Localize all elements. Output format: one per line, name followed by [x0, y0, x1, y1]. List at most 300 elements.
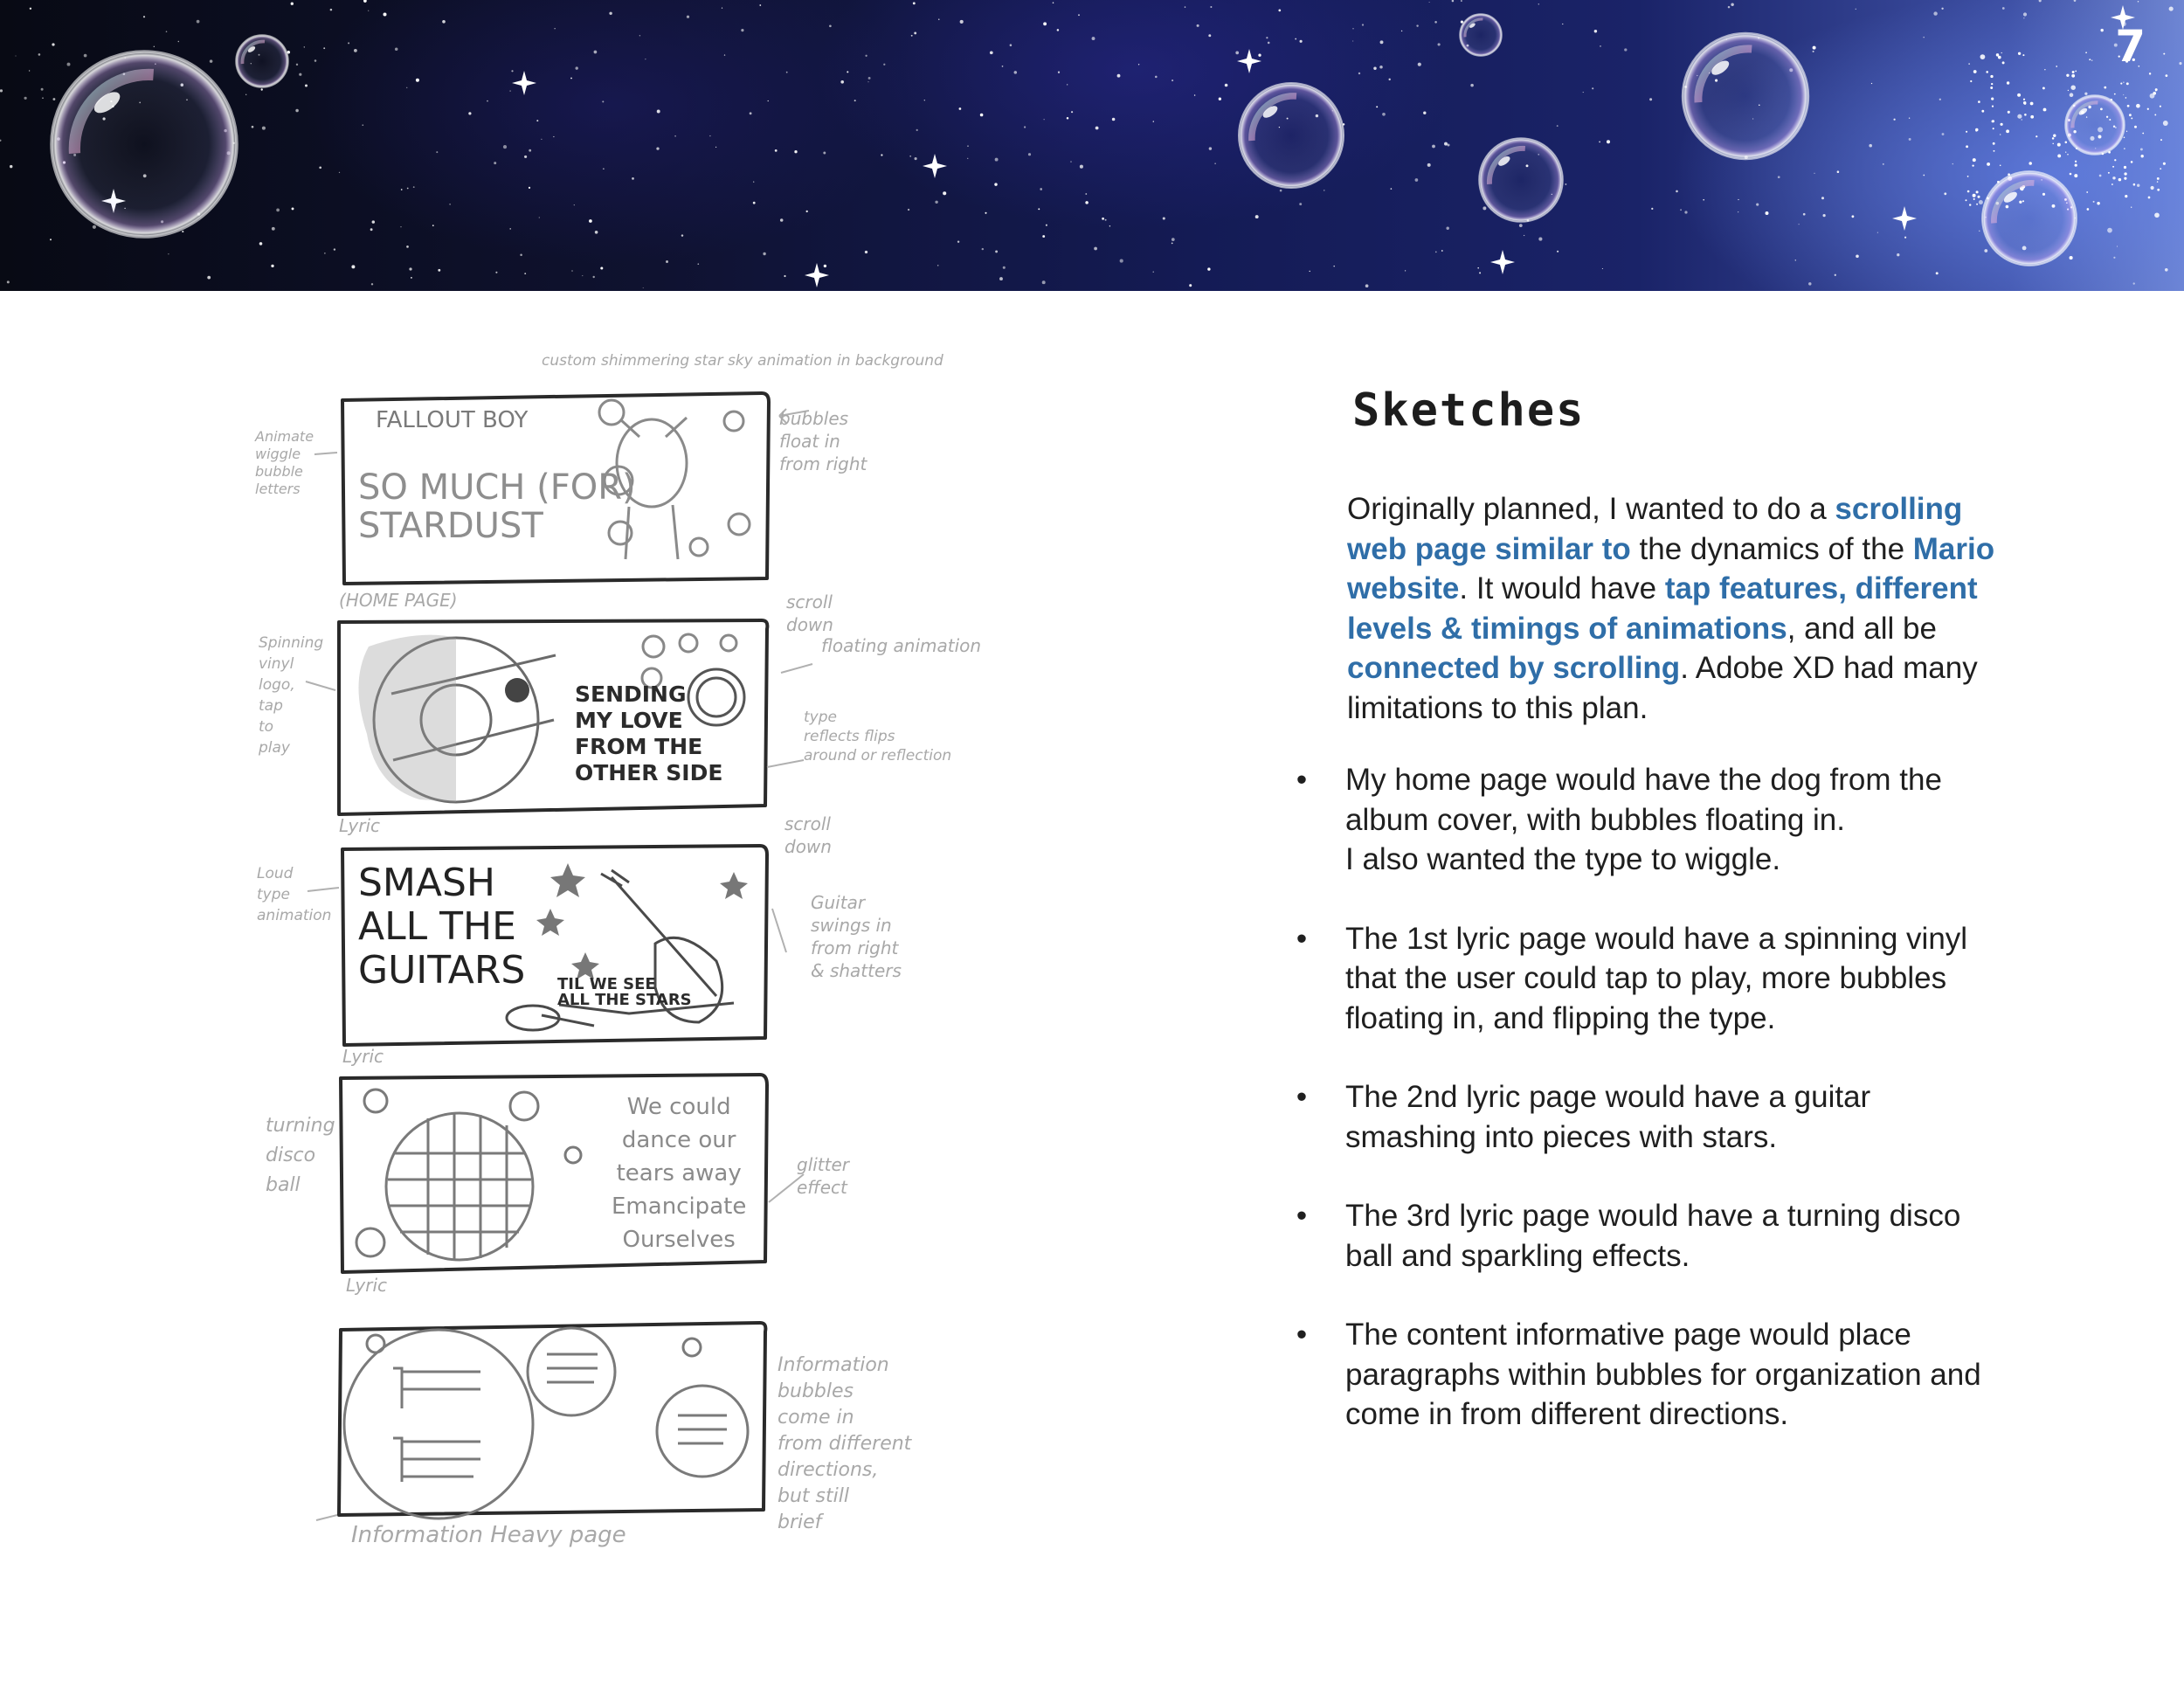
star: [1994, 150, 1995, 152]
star: [291, 3, 294, 5]
star: [1225, 84, 1228, 87]
star: [368, 10, 369, 11]
star: [784, 275, 785, 277]
star: [1973, 158, 1976, 162]
star: [67, 63, 71, 66]
star: [371, 283, 373, 285]
star: [2160, 168, 2161, 169]
star: [2112, 176, 2115, 179]
star: [2030, 102, 2034, 106]
star: [2113, 257, 2115, 259]
star: [1979, 231, 1980, 232]
sketch-album-title: SO MUCH (FOR) STARDUST: [358, 467, 636, 546]
star: [41, 88, 44, 91]
star: [1207, 267, 1210, 270]
sketch-panel1-left-note: Animate wiggle bubble letters: [255, 428, 314, 497]
panel-5-frame: [339, 1323, 765, 1515]
star: [2163, 53, 2165, 55]
star: [2117, 246, 2118, 247]
star: [259, 242, 263, 246]
bubble: [236, 35, 288, 87]
star: [1352, 28, 1353, 29]
star: [840, 80, 844, 84]
star: [1432, 145, 1435, 149]
star: [304, 46, 305, 47]
star: [1978, 196, 1980, 198]
star: [362, 124, 363, 126]
star: [314, 59, 317, 62]
star: [166, 31, 168, 32]
star: [1923, 175, 1925, 176]
star: [1053, 2, 1054, 3]
bubble: [1460, 14, 1502, 56]
star: [2142, 133, 2144, 135]
star: [1942, 133, 1945, 135]
star: [0, 89, 3, 92]
star: [271, 265, 273, 267]
star: [323, 47, 325, 49]
star: [2151, 186, 2154, 190]
bubble: [1683, 33, 1808, 159]
star: [1883, 163, 1884, 165]
star: [1996, 53, 1999, 56]
star: [1280, 190, 1282, 192]
star: [1966, 145, 1968, 148]
star: [2114, 93, 2116, 95]
sketch-panel1-right-note: bubbles float in from right: [779, 408, 867, 474]
star: [2008, 111, 2010, 114]
star: [908, 209, 909, 211]
star: [2056, 66, 2057, 67]
star: [0, 140, 2, 142]
page-title: Sketches: [1352, 384, 1586, 437]
intro-text: . It would have: [1459, 571, 1665, 605]
star: [865, 251, 867, 253]
star: [2157, 189, 2160, 191]
star: [1109, 225, 1110, 226]
sparkle-star: [1892, 206, 1917, 231]
star: [143, 16, 145, 17]
star: [2075, 71, 2077, 73]
star: [339, 172, 340, 173]
star: [1258, 54, 1261, 57]
star: [2024, 114, 2027, 116]
star: [2131, 117, 2132, 119]
star: [529, 187, 530, 189]
star: [1813, 46, 1816, 50]
star: [276, 209, 280, 212]
sparkle-star: [512, 71, 536, 95]
star: [1871, 83, 1872, 84]
star: [1155, 76, 1158, 79]
star: [411, 277, 412, 279]
star: [1189, 284, 1192, 287]
star: [2000, 165, 2001, 167]
star: [2006, 129, 2009, 133]
star: [1778, 176, 1780, 178]
bullet-dot: •: [1296, 1318, 1308, 1352]
star: [416, 79, 419, 82]
star: [1300, 40, 1303, 43]
star: [2024, 102, 2027, 105]
star: [1085, 201, 1089, 204]
intro-text: , and all be: [1787, 611, 1937, 646]
star: [2118, 178, 2122, 182]
star: [1939, 99, 1941, 100]
star: [2125, 195, 2127, 197]
star: [2002, 61, 2005, 64]
star: [2030, 115, 2034, 119]
intro-text: . Adobe XD had many limitations to this plan.: [1347, 651, 1978, 725]
star: [1993, 142, 1995, 145]
star: [1869, 144, 1872, 148]
star: [29, 70, 30, 71]
star: [1981, 110, 1984, 113]
star: [2023, 17, 2024, 18]
star: [1362, 24, 1364, 25]
star: [2111, 183, 2113, 185]
star: [372, 220, 375, 223]
star: [1813, 51, 1814, 52]
star: [868, 81, 869, 82]
star: [995, 250, 998, 253]
star: [1278, 10, 1281, 12]
star: [2123, 94, 2124, 95]
star: [632, 177, 634, 180]
star: [1078, 14, 1080, 16]
star: [2071, 74, 2075, 78]
sketch-panel4-right-note: glitter effect: [797, 1154, 850, 1198]
star: [1728, 6, 1731, 9]
star: [1970, 80, 1972, 82]
bullet-item: [1293, 760, 2009, 880]
star: [1418, 63, 1421, 66]
star: [1171, 80, 1173, 81]
star: [600, 266, 603, 269]
star: [571, 270, 573, 272]
star: [1117, 74, 1121, 78]
star: [1992, 120, 1994, 122]
star: [2070, 256, 2073, 259]
star: [2072, 71, 2075, 73]
star: [794, 150, 797, 153]
sparkle-star: [1237, 49, 1261, 73]
star: [1680, 209, 1682, 211]
star: [1795, 259, 1796, 260]
star: [2075, 164, 2077, 167]
star: [829, 24, 832, 27]
star: [2039, 0, 2042, 2]
star: [1557, 125, 1559, 127]
star: [982, 248, 984, 250]
highlight-text: tap features, different levels & timings of animations: [1347, 571, 1978, 646]
star: [1583, 92, 1584, 93]
star: [541, 139, 542, 140]
star: [1040, 188, 1042, 190]
star: [1094, 247, 1097, 251]
star: [806, 211, 808, 212]
star: [30, 8, 31, 10]
star: [609, 12, 612, 15]
star: [295, 109, 299, 113]
star: [1933, 11, 1937, 15]
star: [2022, 54, 2024, 56]
star: [1105, 219, 1107, 221]
star: [1434, 21, 1437, 24]
star: [824, 265, 826, 267]
star: [2070, 173, 2072, 176]
star: [697, 263, 699, 265]
star: [1388, 79, 1390, 80]
star: [1235, 52, 1239, 55]
star: [2052, 137, 2055, 140]
star: [1909, 138, 1911, 141]
star: [42, 97, 43, 98]
star: [1171, 238, 1175, 241]
star: [438, 269, 440, 272]
star: [1214, 163, 1215, 164]
star: [759, 4, 761, 6]
star: [1987, 163, 1990, 166]
star: [1373, 66, 1376, 69]
star: [1438, 43, 1441, 45]
star: [1972, 164, 1973, 166]
star: [1067, 117, 1069, 120]
star: [363, 0, 367, 3]
star: [999, 277, 1003, 280]
star: [1877, 232, 1878, 233]
star: [2099, 175, 2102, 177]
star: [2104, 86, 2106, 89]
star: [960, 20, 964, 24]
star: [1976, 190, 1979, 193]
star: [487, 100, 488, 102]
star: [1799, 224, 1800, 225]
star: [1299, 203, 1302, 205]
star: [1731, 3, 1733, 5]
star: [1973, 198, 1975, 200]
star: [1219, 98, 1221, 100]
star: [916, 129, 918, 131]
sketch-lyric-1: SENDING MY LOVE FROM THE OTHER SIDE: [575, 681, 723, 785]
star: [674, 135, 676, 137]
star: [1067, 84, 1068, 85]
star: [52, 98, 55, 100]
star: [2140, 148, 2143, 150]
star: [643, 287, 644, 288]
star: [409, 267, 411, 270]
bullet-item: [1293, 919, 2009, 1039]
star: [2057, 143, 2061, 147]
star: [865, 55, 867, 57]
bullet-text: The 2nd lyric page would have a guitar smashing into pieces with stars.: [1345, 1080, 1871, 1154]
star: [1978, 100, 1980, 103]
bubble: [1239, 83, 1344, 188]
star: [168, 253, 169, 254]
star: [2166, 74, 2168, 77]
star: [2120, 83, 2122, 85]
star: [1295, 38, 1296, 40]
star: [520, 254, 522, 257]
star: [330, 9, 333, 11]
star: [1452, 0, 1455, 2]
star: [2124, 148, 2125, 149]
star: [1085, 193, 1087, 195]
star: [994, 183, 997, 185]
star: [1057, 29, 1060, 31]
star: [245, 94, 246, 95]
star: [656, 147, 659, 149]
star: [1095, 127, 1099, 130]
star: [1435, 252, 1437, 253]
star: [2169, 7, 2174, 11]
star: [2155, 90, 2157, 92]
sketch-panel2-label: Lyric: [339, 815, 381, 836]
star: [2074, 0, 2077, 2]
star: [2179, 62, 2181, 65]
star: [2124, 172, 2126, 175]
star: [589, 219, 592, 223]
star: [935, 201, 937, 204]
star: [1461, 0, 1462, 2]
star: [1058, 72, 1060, 73]
star: [2087, 208, 2090, 211]
star: [980, 114, 984, 117]
star: [2147, 108, 2149, 110]
star: [524, 273, 526, 274]
star: [1042, 280, 1046, 284]
star: [595, 231, 598, 234]
star: [449, 204, 451, 205]
star: [1998, 56, 2001, 59]
star: [2138, 1, 2139, 3]
star: [38, 53, 41, 56]
sketch-panel1-label: (HOME PAGE): [339, 590, 458, 611]
star: [2114, 159, 2116, 161]
star: [1952, 163, 1953, 164]
star: [1266, 37, 1268, 38]
star: [1209, 147, 1212, 149]
star: [1966, 199, 1967, 201]
star: [943, 191, 946, 195]
star: [2131, 161, 2133, 163]
star: [2163, 163, 2166, 165]
star: [1003, 266, 1006, 269]
star: [1002, 66, 1004, 67]
star: [937, 265, 939, 266]
star: [2133, 183, 2136, 186]
star: [1990, 86, 1993, 89]
star: [1821, 197, 1824, 199]
star: [1991, 98, 1994, 100]
star: [602, 100, 604, 102]
star: [2148, 197, 2151, 199]
star: [1010, 44, 1013, 46]
sketch-panel3-right-note: Guitar swings in from right & shatters: [811, 892, 902, 981]
star: [1080, 165, 1083, 169]
star: [909, 156, 911, 157]
star: [1808, 282, 1811, 285]
star: [2137, 184, 2139, 187]
star: [1968, 63, 1969, 64]
star: [1358, 73, 1360, 74]
sketch-lyric-3: We could dance our tears away Emancipate Ourselves: [612, 1094, 747, 1253]
star: [1592, 87, 1593, 89]
intro-text: the dynamics of the: [1630, 531, 1913, 566]
star: [2044, 69, 2045, 70]
star: [1365, 284, 1369, 287]
star: [509, 90, 510, 91]
star: [1043, 22, 1047, 25]
star: [1405, 270, 1406, 271]
star: [1684, 211, 1687, 213]
sketch-scroll-note-2: scroll down: [784, 813, 832, 857]
star: [2160, 106, 2161, 107]
sketch-note-top: custom shimmering star sky animation in background: [542, 352, 943, 370]
bubble: [2065, 95, 2125, 155]
star: [753, 202, 756, 204]
star: [786, 72, 788, 73]
sketch-lyric-2-small: TIL WE SEE ALL THE STARS: [557, 975, 692, 1009]
sketch-panel2-right-note-top: floating animation: [821, 635, 982, 656]
star: [854, 100, 856, 101]
star: [2112, 166, 2114, 168]
star: [1766, 211, 1769, 215]
star: [1803, 213, 1806, 216]
star: [2000, 123, 2002, 126]
star: [1427, 163, 1431, 167]
star: [2043, 108, 2047, 112]
bullet-list: [1293, 760, 2009, 1474]
star: [2017, 93, 2021, 97]
star: [657, 110, 660, 114]
star: [666, 260, 668, 263]
star: [406, 87, 407, 88]
star: [2000, 134, 2001, 135]
star: [503, 145, 507, 149]
sketch-panel2-right-note: type reflects flips around or reflection: [804, 709, 952, 764]
star: [292, 207, 294, 210]
star: [1071, 111, 1073, 113]
star: [52, 43, 54, 45]
star: [1904, 237, 1906, 239]
star: [1153, 272, 1154, 273]
star: [1423, 112, 1426, 114]
star: [1897, 253, 1899, 256]
star: [1856, 255, 1859, 259]
star: [1120, 259, 1123, 263]
star: [299, 73, 301, 76]
star: [1415, 178, 1419, 182]
star: [1379, 66, 1383, 69]
star: [913, 2, 916, 4]
star: [780, 218, 784, 222]
star: [400, 226, 401, 227]
star: [2086, 191, 2088, 193]
star: [847, 71, 848, 73]
star: [603, 168, 604, 169]
star: [296, 64, 298, 66]
star: [2028, 162, 2032, 165]
star: [468, 112, 471, 114]
star: [1992, 106, 1994, 107]
star: [2075, 161, 2077, 163]
star: [509, 228, 511, 230]
star: [7, 280, 10, 283]
star: [592, 276, 594, 278]
star: [2165, 268, 2168, 272]
star: [1936, 272, 1939, 274]
